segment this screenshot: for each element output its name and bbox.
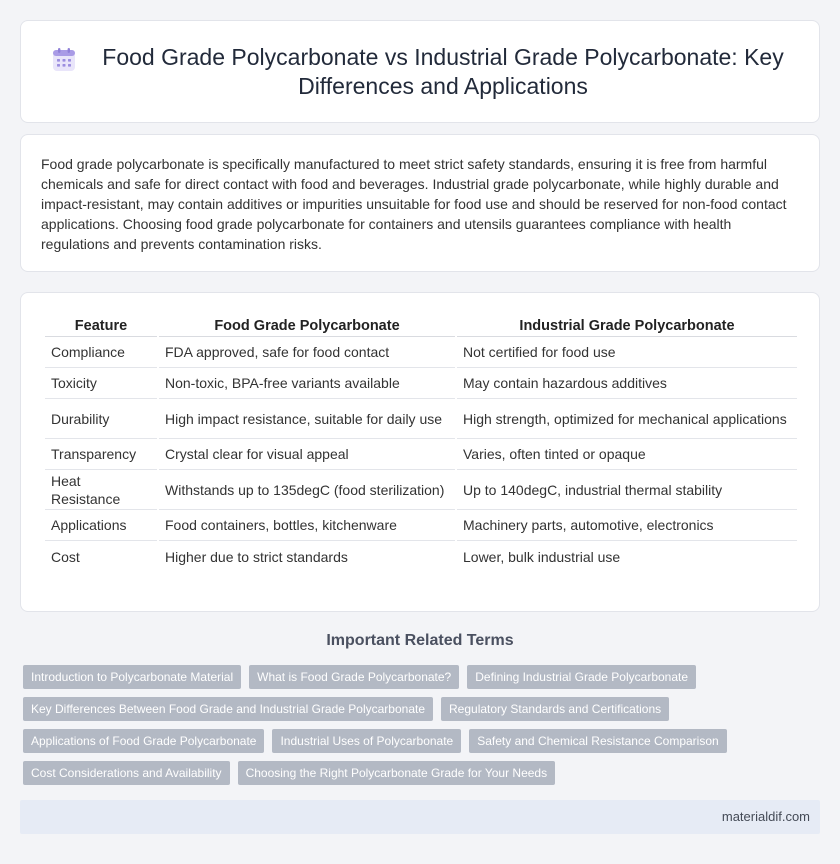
cell-feature: Toxicity [45, 368, 157, 399]
tag-row [23, 697, 823, 721]
cell-food-grade: FDA approved, safe for food contact [159, 337, 455, 368]
related-terms-title: Important Related Terms [326, 632, 514, 649]
cell-industrial-grade: Machinery parts, automotive, electronics [457, 510, 797, 541]
related-term-link[interactable]: Regulatory Standards and Certifications [441, 697, 669, 721]
cell-food-grade: Non-toxic, BPA-free variants available [159, 368, 455, 399]
table-row [45, 337, 797, 368]
comparison-table-card [20, 292, 820, 612]
cell-feature: Heat Resistance [45, 470, 157, 510]
table-row [45, 368, 797, 399]
related-term-link[interactable]: Introduction to Polycarbonate Material [23, 665, 241, 689]
tag-row [23, 761, 823, 785]
intro-card [20, 134, 820, 272]
cell-industrial-grade: May contain hazardous additives [457, 368, 797, 399]
table-row [45, 470, 797, 510]
cell-industrial-grade: Up to 140degC, industrial thermal stability [457, 470, 797, 510]
cell-industrial-grade: Varies, often tinted or opaque [457, 439, 797, 470]
cell-feature: Compliance [45, 337, 157, 368]
cell-feature: Cost [51, 548, 80, 565]
header-feature: Feature [45, 313, 157, 337]
calendar-grid-icon [51, 47, 77, 73]
table-row [45, 541, 797, 572]
footer-site-link[interactable]: materialdif.com [721, 809, 810, 824]
cell-food-grade: Crystal clear for visual appeal [159, 439, 455, 470]
cell-feature: Transparency [45, 439, 157, 470]
cell-food-grade: Withstands up to 135degC (food sterilization) [159, 470, 455, 510]
related-term-link[interactable]: Applications of Food Grade Polycarbonate [23, 729, 264, 753]
related-term-link[interactable]: Choosing the Right Polycarbonate Grade for Your Needs [238, 761, 556, 785]
title-card [20, 20, 820, 123]
cell-food-grade: Higher due to strict standards [165, 548, 348, 565]
footer-bar [20, 800, 820, 834]
cell-feature: Durability [45, 399, 157, 439]
cell-industrial-grade: Not certified for food use [457, 337, 797, 368]
cell-feature: Applications [45, 510, 157, 541]
table-row [45, 439, 797, 470]
header-food-grade: Food Grade Polycarbonate [159, 313, 455, 337]
cell-food-grade: Food containers, bottles, kitchenware [159, 510, 455, 541]
related-term-link[interactable]: Industrial Uses of Polycarbonate [272, 729, 461, 753]
table-header-row [45, 313, 797, 337]
related-term-link[interactable]: Cost Considerations and Availability [23, 761, 230, 785]
cell-industrial-grade: Lower, bulk industrial use [463, 548, 621, 565]
comparison-table [43, 313, 799, 572]
intro-paragraph: Food grade polycarbonate is specifically manufactured to meet strict safety standards, ensuring it is free from harmful chemicals and safe for direct contact with food and beverages. Industrial grade polycarbonate, while highly durable and impact-resistant, may contain additives or impurities unsuitable for food use and should be reserved for non-food contact applications. Choosing food grade polycarbonate for containers and utensils guarantees compliance with health regulations and prevents contamination risks. [41, 156, 787, 252]
related-term-link[interactable]: What is Food Grade Polycarbonate? [249, 665, 459, 689]
related-terms-tags [23, 665, 823, 793]
related-term-link[interactable]: Defining Industrial Grade Polycarbonate [467, 665, 696, 689]
cell-food-grade: High impact resistance, suitable for daily use [159, 399, 455, 439]
tag-row [23, 665, 823, 689]
header-industrial-grade: Industrial Grade Polycarbonate [457, 313, 797, 337]
cell-industrial-grade: High strength, optimized for mechanical applications [457, 399, 797, 439]
page-title: Food Grade Polycarbonate vs Industrial Grade Polycarbonate: Key Differences and Applications [102, 44, 784, 99]
table-row [45, 399, 797, 439]
table-row [45, 510, 797, 541]
related-term-link[interactable]: Key Differences Between Food Grade and Industrial Grade Polycarbonate [23, 697, 433, 721]
related-term-link[interactable]: Safety and Chemical Resistance Comparison [469, 729, 726, 753]
tag-row [23, 729, 823, 753]
